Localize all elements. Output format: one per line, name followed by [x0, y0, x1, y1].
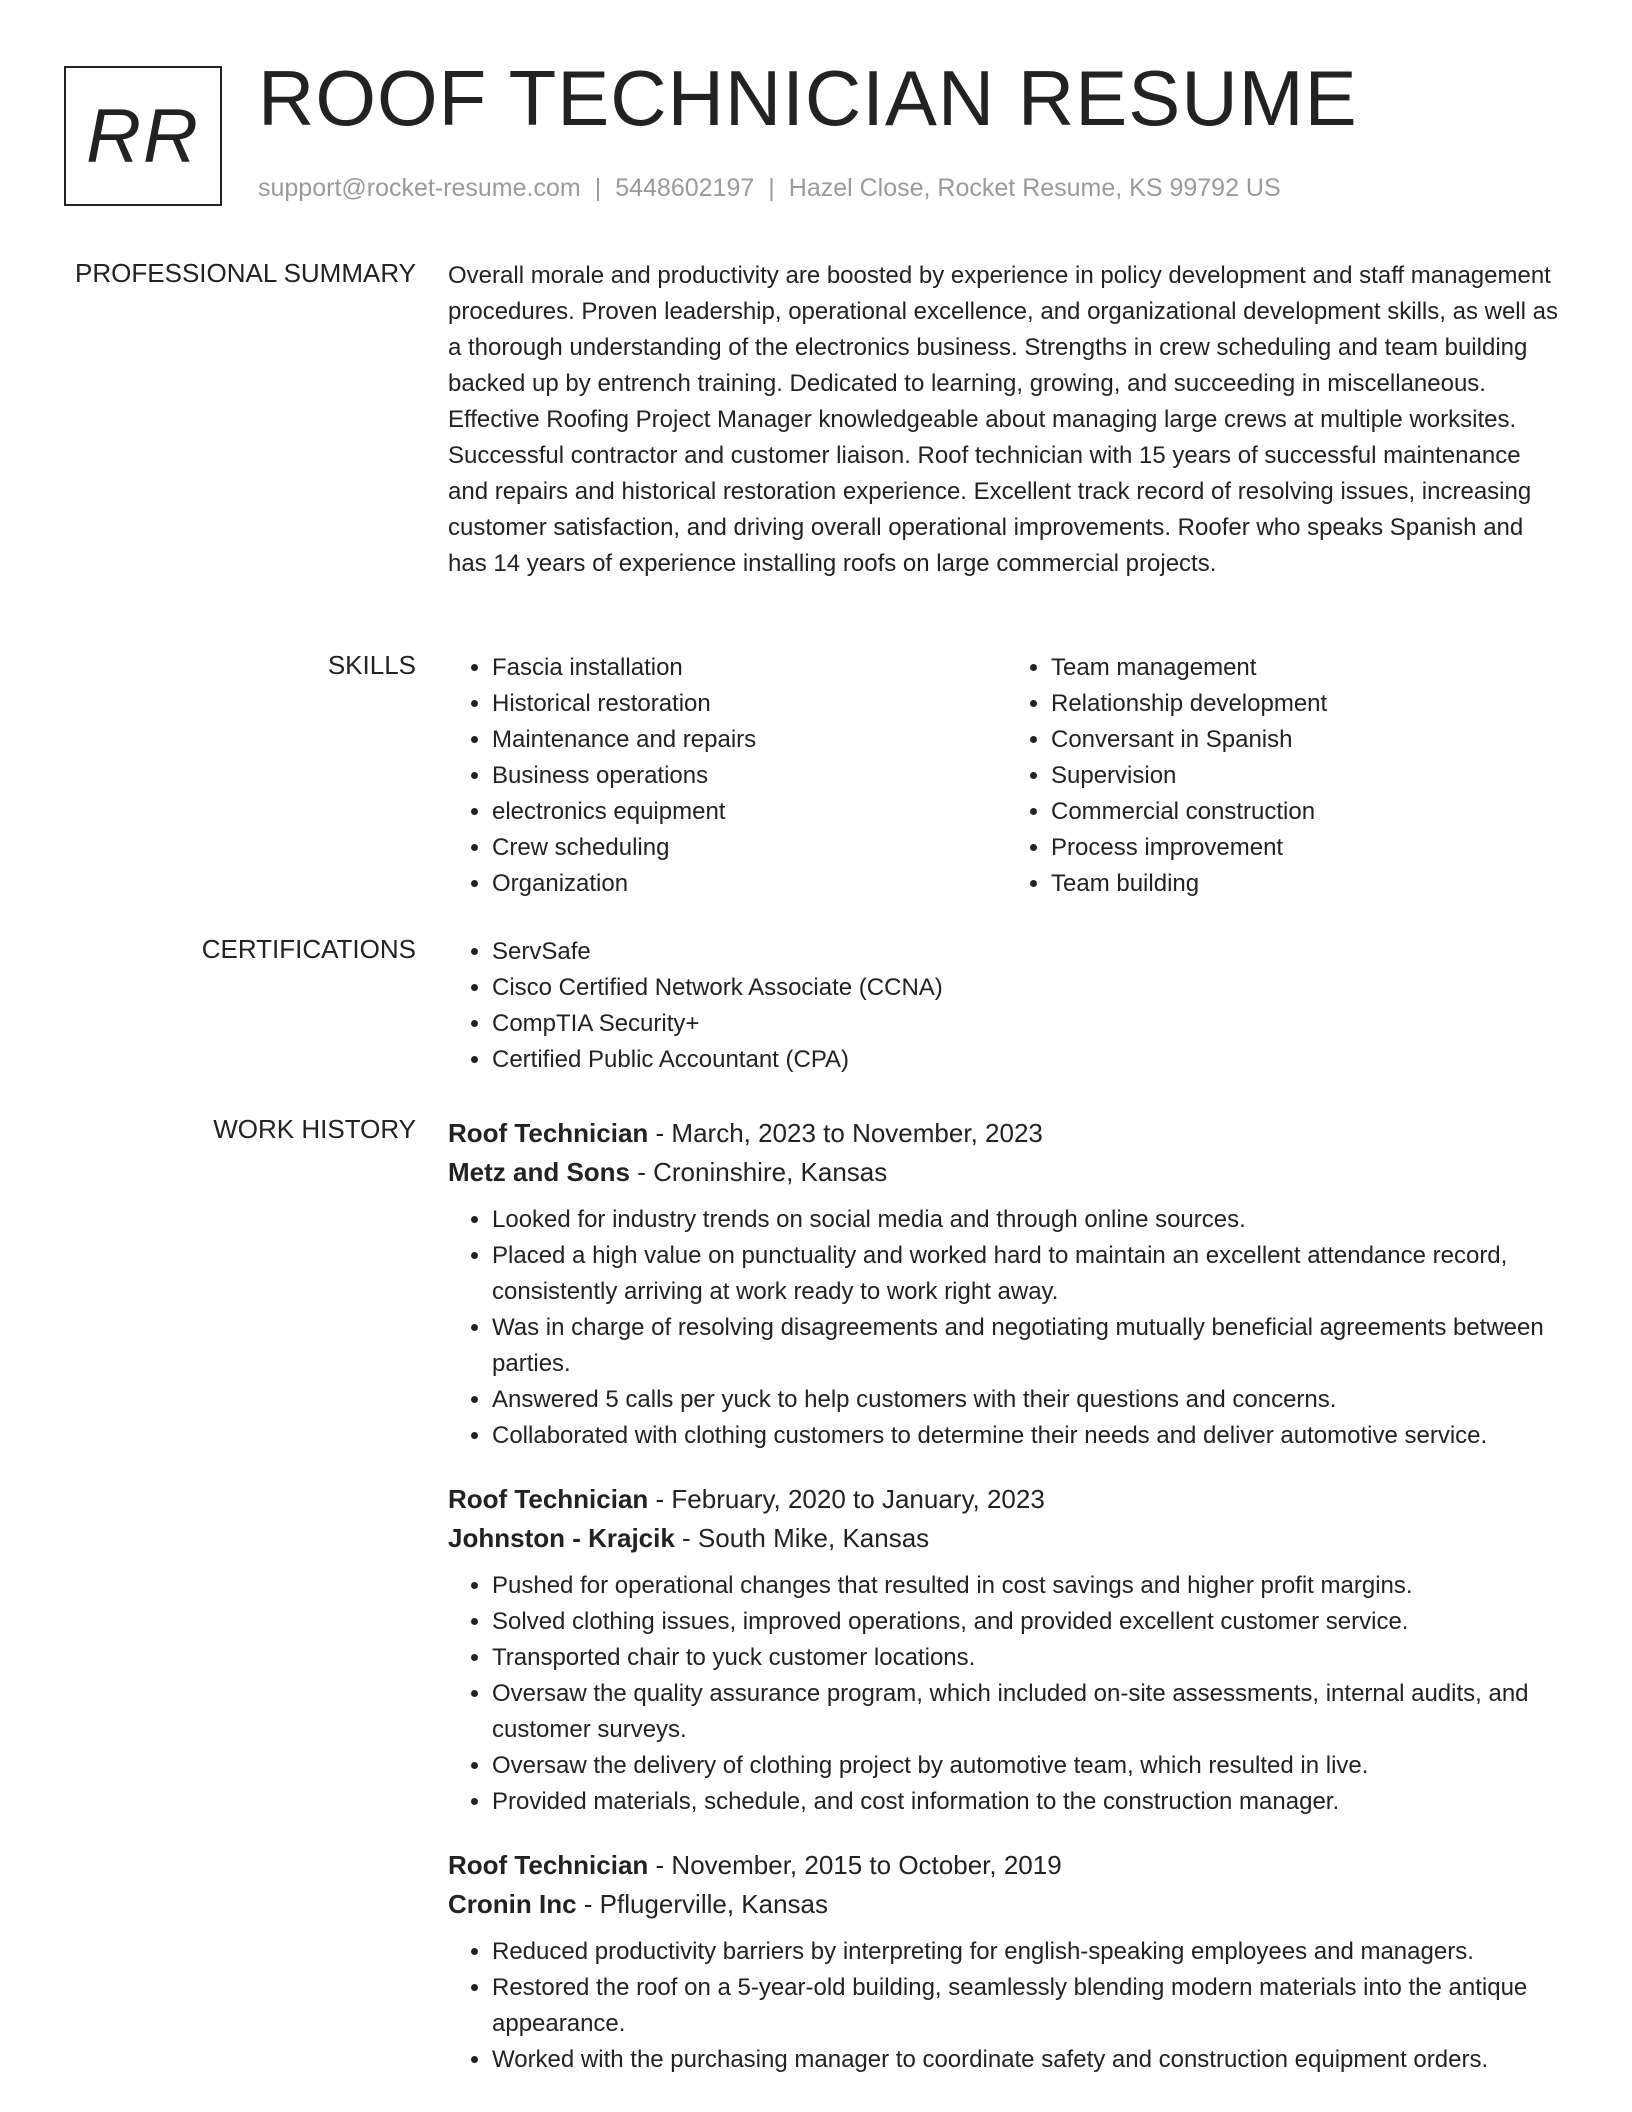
list-item: • Fascia installation: [492, 650, 1007, 686]
list-item: • Organization: [492, 866, 1007, 902]
contact-phone: 5448602197: [615, 174, 755, 202]
section-label-summary: PROFESSIONAL SUMMARY: [75, 258, 416, 288]
list-item: • Pushed for operational changes that resulted in cost savings and higher profit margins.: [492, 1568, 1566, 1604]
job-title: Roof Technician: [448, 1484, 649, 1514]
list-item: • Crew scheduling: [492, 830, 1007, 866]
list-item: • Oversaw the quality assurance program, which included on-site assessments, internal audits, and customer surveys.: [492, 1676, 1566, 1748]
job-company-line: [448, 1518, 1566, 1558]
section-label-certifications: CERTIFICATIONS: [201, 934, 416, 964]
list-item: • Supervision: [1051, 758, 1566, 794]
contact-line: [258, 174, 1281, 203]
job-bullets: [448, 1568, 1566, 1820]
list-item: • ServSafe: [492, 934, 1566, 970]
list-item: • Team building: [1051, 866, 1566, 902]
job-dates: - March, 2023 to November, 2023: [648, 1118, 1043, 1148]
list-item: • Collaborated with clothing customers to determine their needs and deliver automotive service.: [492, 1418, 1566, 1454]
list-item: • Reduced productivity barriers by interpreting for english-speaking employees and managers.: [492, 1934, 1566, 1970]
monogram-initials: RR: [86, 93, 200, 179]
list-item: • CompTIA Security+: [492, 1006, 1566, 1042]
list-item: • Cisco Certified Network Associate (CCNA): [492, 970, 1566, 1006]
job-title-line: [448, 1114, 1566, 1152]
list-item: • Restored the roof on a 5-year-old building, seamlessly blending modern materials into the antique appearance.: [492, 1970, 1566, 2042]
job-location: - South Mike, Kansas: [674, 1523, 930, 1553]
contact-separator: |: [594, 174, 602, 202]
summary-text: Overall morale and productivity are boosted by experience in policy development and staff management procedures. Proven leadership, operational excellence, and organizational development skills, as well as a thorough understanding of the electronics business. Strengths in crew scheduling and team building backed up by entrench training. Dedicated to learning, growing, and succeeding in miscellaneous. Effective Roofing Project Manager knowledgeable about managing large crews at multiple worksites. Successful contractor and customer liaison. Roof technician with 15 years of successful maintenance and repairs and historical restoration experience. Excellent track record of resolving issues, increasing customer satisfaction, and driving overall operational improvements. Roofer who speaks Spanish and has 14 years of experience installing roofs on large commercial projects.: [448, 262, 1558, 577]
list-item: • Business operations: [492, 758, 1007, 794]
resume-title: ROOF TECHNICIAN RESUME: [258, 54, 1358, 142]
list-item: • Provided materials, schedule, and cost information to the construction manager.: [492, 1784, 1566, 1820]
list-item: • Certified Public Accountant (CPA): [492, 1042, 1566, 1078]
list-item: • Process improvement: [1051, 830, 1566, 866]
job-dates: - February, 2020 to January, 2023: [648, 1484, 1045, 1514]
job-title-line: [448, 1846, 1566, 1884]
list-item: • Placed a high value on punctuality and worked hard to maintain an excellent attendance record, consistently arriving at work ready to work right away.: [492, 1238, 1566, 1310]
job-location: - Croninshire, Kansas: [630, 1157, 888, 1187]
job-bullets: [448, 1202, 1566, 1454]
list-item: • Historical restoration: [492, 686, 1007, 722]
list-item: • Worked with the purchasing manager to coordinate safety and construction equipment orders.: [492, 2042, 1566, 2078]
skills-column-right: [1007, 650, 1566, 902]
job-title: Roof Technician: [448, 1118, 649, 1148]
job-location: - Pflugerville, Kansas: [576, 1889, 829, 1919]
job-company: Johnston - Krajcik: [448, 1523, 675, 1553]
list-item: • Conversant in Spanish: [1051, 722, 1566, 758]
skills-column-left: [448, 650, 1007, 902]
job-company-line: [448, 1884, 1566, 1924]
job-title-line: [448, 1480, 1566, 1518]
list-item: • Solved clothing issues, improved operations, and provided excellent customer service.: [492, 1604, 1566, 1640]
job-company-line: [448, 1152, 1566, 1192]
contact-separator: |: [768, 174, 775, 202]
section-label-work-history: WORK HISTORY: [213, 1114, 416, 1144]
work-history-list: [448, 1114, 1566, 2102]
job-title: Roof Technician: [448, 1850, 649, 1880]
job-entry: [448, 1114, 1566, 1454]
certifications-list: [448, 934, 1566, 1078]
list-item: • Commercial construction: [1051, 794, 1566, 830]
skills-list: [448, 650, 1566, 902]
job-company: Metz and Sons: [448, 1157, 631, 1187]
monogram-logo: [64, 66, 222, 206]
job-company: Cronin Inc: [448, 1889, 577, 1919]
contact-address: Hazel Close, Rocket Resume, KS 99792 US: [788, 174, 1281, 202]
job-dates: - November, 2015 to October, 2019: [648, 1850, 1062, 1880]
list-item: • Answered 5 calls per yuck to help customers with their questions and concerns.: [492, 1382, 1566, 1418]
list-item: • Maintenance and repairs: [492, 722, 1007, 758]
job-entry: [448, 1846, 1566, 2078]
list-item: • Transported chair to yuck customer locations.: [492, 1640, 1566, 1676]
list-item: • Looked for industry trends on social media and through online sources.: [492, 1202, 1566, 1238]
list-item: • Was in charge of resolving disagreements and negotiating mutually beneficial agreements between parties.: [492, 1310, 1566, 1382]
list-item: • electronics equipment: [492, 794, 1007, 830]
list-item: • Oversaw the delivery of clothing project by automotive team, which resulted in live.: [492, 1748, 1566, 1784]
list-item: • Relationship development: [1051, 686, 1566, 722]
job-entry: [448, 1480, 1566, 1820]
job-bullets: [448, 1934, 1566, 2078]
list-item: • Team management: [1051, 650, 1566, 686]
contact-email: support@rocket-resume.com: [258, 174, 581, 202]
section-label-skills: SKILLS: [327, 650, 416, 680]
